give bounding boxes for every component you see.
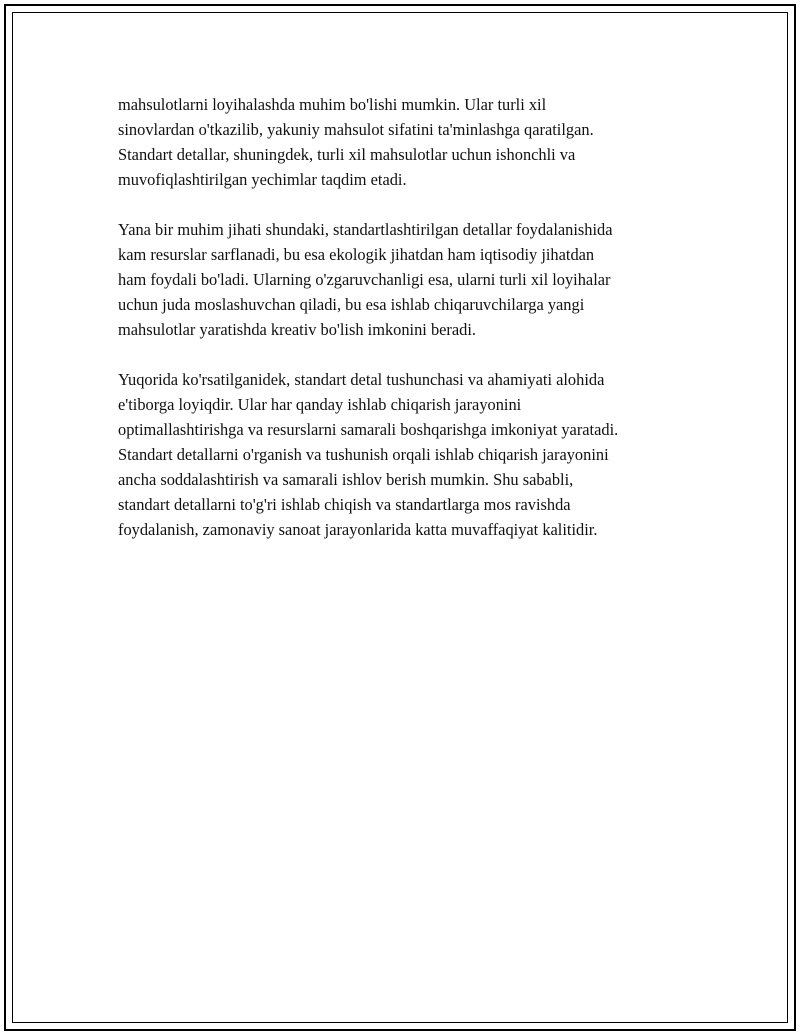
paragraph-1 (118, 92, 718, 192)
text-line: ancha soddalashtirish va samarali ishlov berish mumkin. Shu sababli, (118, 470, 574, 489)
document-body (118, 92, 718, 567)
text-line: Yuqorida ko'rsatilganidek, standart detal tushunchasi va ahamiyati alohida (118, 370, 605, 389)
text-line: ham foydali bo'ladi. Ularning o'zgaruvchanligi esa, ularni turli xil loyihalar (118, 270, 611, 289)
paragraph-3 (118, 367, 718, 542)
text-line: e'tiborga loyiqdir. Ular har qanday ishlab chiqarish jarayonini (118, 395, 522, 414)
text-line: mahsulotlarni loyihalashda muhim bo'lishi mumkin. Ular turli xil (118, 95, 547, 114)
text-line: Standart detallarni o'rganish va tushunish orqali ishlab chiqarish jarayonini (118, 445, 609, 464)
text-line: Standart detallar, shuningdek, turli xil mahsulotlar uchun ishonchli va (118, 145, 576, 164)
text-line: optimallashtirishga va resurslarni samarali boshqarishga imkoniyat yaratadi. (118, 420, 619, 439)
text-line: Yana bir muhim jihati shundaki, standartlashtirilgan detallar foydalanishida (118, 220, 613, 239)
text-line: standart detallarni to'g'ri ishlab chiqish va standartlarga mos ravishda (118, 495, 571, 514)
text-line: foydalanish, zamonaviy sanoat jarayonlarida katta muvaffaqiyat kalitidir. (118, 520, 598, 539)
text-line: sinovlardan o'tkazilib, yakuniy mahsulot sifatini ta'minlashga qaratilgan. (118, 120, 594, 139)
text-line: kam resurslar sarflanadi, bu esa ekologik jihatdan ham iqtisodiy jihatdan (118, 245, 595, 264)
text-line: mahsulotlar yaratishda kreativ bo'lish imkonini beradi. (118, 320, 477, 339)
paragraph-2 (118, 217, 718, 342)
text-line: uchun juda moslashuvchan qiladi, bu esa ishlab chiqaruvchilarga yangi (118, 295, 585, 314)
text-line: muvofiqlashtirilgan yechimlar taqdim etadi. (118, 170, 407, 189)
